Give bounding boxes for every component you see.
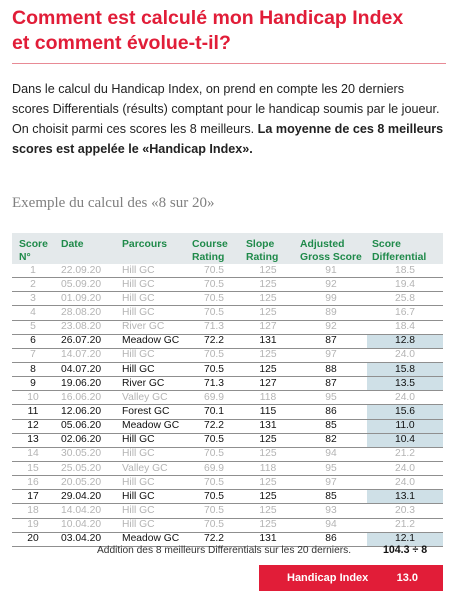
row-slope-rating: 125: [241, 476, 295, 490]
row-course-rating: 70.5: [187, 292, 241, 306]
row-course: River GC: [115, 377, 187, 391]
row-score-no: 18: [12, 504, 54, 518]
row-date: 14.04.20: [54, 504, 115, 518]
row-adjusted-gross-score: 97: [295, 476, 367, 490]
table-row: [12, 490, 443, 504]
table-row: [12, 504, 443, 518]
row-slope-rating: 125: [241, 278, 295, 292]
row-slope-rating: 125: [241, 518, 295, 532]
header-course-rating: Course Rating: [187, 233, 241, 264]
row-course: Hill GC: [115, 490, 187, 504]
row-score-differential: 21.2: [367, 518, 443, 532]
row-date: 29.04.20: [54, 490, 115, 504]
page-title: [12, 6, 442, 56]
row-course: Meadow GC: [115, 419, 187, 433]
row-score-differential: 13.5: [367, 377, 443, 391]
row-course-rating: 71.3: [187, 320, 241, 334]
row-course: Meadow GC: [115, 532, 187, 546]
header-slope-rating: Slope Rating: [241, 233, 295, 264]
row-date: 20.05.20: [54, 476, 115, 490]
row-course: Hill GC: [115, 306, 187, 320]
row-course: Hill GC: [115, 476, 187, 490]
row-slope-rating: 125: [241, 362, 295, 376]
row-course-rating: 70.5: [187, 447, 241, 461]
header-score-no: Score N°: [12, 233, 54, 264]
example-title: Exemple du calcul des «8 sur 20»: [12, 195, 215, 211]
row-score-no: 13: [12, 433, 54, 447]
row-date: 26.07.20: [54, 334, 115, 348]
row-score-differential: 10.4: [367, 433, 443, 447]
row-course-rating: 70.5: [187, 278, 241, 292]
row-course-rating: 70.5: [187, 518, 241, 532]
row-date: 05.09.20: [54, 278, 115, 292]
row-score-no: 14: [12, 447, 54, 461]
header-date: Date: [54, 233, 115, 264]
row-score-differential: 20.3: [367, 504, 443, 518]
row-adjusted-gross-score: 91: [295, 264, 367, 278]
row-slope-rating: 125: [241, 433, 295, 447]
table-row: [12, 419, 443, 433]
row-date: 25.05.20: [54, 461, 115, 475]
row-slope-rating: 127: [241, 377, 295, 391]
table-row: [12, 292, 443, 306]
intro-paragraph: [12, 79, 444, 159]
row-date: 30.05.20: [54, 447, 115, 461]
row-score-no: 11: [12, 405, 54, 419]
title-divider: [12, 63, 446, 64]
row-adjusted-gross-score: 95: [295, 461, 367, 475]
table-row: [12, 348, 443, 362]
row-score-no: 7: [12, 348, 54, 362]
row-score-no: 6: [12, 334, 54, 348]
row-score-no: 12: [12, 419, 54, 433]
row-slope-rating: 125: [241, 490, 295, 504]
row-slope-rating: 125: [241, 504, 295, 518]
handicap-table: [12, 233, 443, 547]
row-adjusted-gross-score: 85: [295, 419, 367, 433]
header-course: Parcours: [115, 233, 187, 264]
row-date: 02.06.20: [54, 433, 115, 447]
row-course-rating: 70.5: [187, 504, 241, 518]
title-line-2: et comment évolue-t-il?: [12, 32, 231, 54]
row-slope-rating: 125: [241, 306, 295, 320]
row-slope-rating: 127: [241, 320, 295, 334]
row-score-no: 15: [12, 461, 54, 475]
row-adjusted-gross-score: 95: [295, 391, 367, 405]
row-adjusted-gross-score: 94: [295, 518, 367, 532]
title-line-1: Comment est calculé mon Handicap Index: [12, 7, 404, 29]
row-course-rating: 70.5: [187, 362, 241, 376]
row-score-differential: 25.8: [367, 292, 443, 306]
row-course-rating: 72.2: [187, 532, 241, 546]
table-row: [12, 433, 443, 447]
row-adjusted-gross-score: 85: [295, 490, 367, 504]
table-row: [12, 362, 443, 376]
row-course: Meadow GC: [115, 334, 187, 348]
table-row: [12, 306, 443, 320]
row-adjusted-gross-score: 86: [295, 532, 367, 546]
row-score-no: 19: [12, 518, 54, 532]
row-slope-rating: 125: [241, 264, 295, 278]
row-score-differential: 13.1: [367, 490, 443, 504]
row-date: 16.06.20: [54, 391, 115, 405]
row-score-differential: 19.4: [367, 278, 443, 292]
row-score-differential: 18.5: [367, 264, 443, 278]
row-date: 12.06.20: [54, 405, 115, 419]
header-adjusted-gross-score: Adjusted Gross Score: [295, 233, 367, 264]
row-adjusted-gross-score: 93: [295, 504, 367, 518]
header-score-differential: Score Differential: [367, 233, 443, 264]
row-course-rating: 70.5: [187, 348, 241, 362]
row-date: 28.08.20: [54, 306, 115, 320]
row-course: Hill GC: [115, 504, 187, 518]
row-course-rating: 69.9: [187, 461, 241, 475]
row-date: 01.09.20: [54, 292, 115, 306]
footnote-text: Addition des 8 meilleurs Differentials sur les 20 derniers.: [97, 545, 352, 556]
table-header-row: [12, 233, 443, 264]
row-course: River GC: [115, 320, 187, 334]
row-date: 23.08.20: [54, 320, 115, 334]
row-course: Valley GC: [115, 461, 187, 475]
row-course: Hill GC: [115, 278, 187, 292]
table-row: [12, 405, 443, 419]
row-score-differential: 16.7: [367, 306, 443, 320]
result-label: Handicap Index: [287, 572, 369, 584]
row-date: 22.09.20: [54, 264, 115, 278]
row-date: 04.07.20: [54, 362, 115, 376]
row-slope-rating: 125: [241, 348, 295, 362]
row-course: Hill GC: [115, 264, 187, 278]
row-score-no: 9: [12, 377, 54, 391]
row-course: Hill GC: [115, 447, 187, 461]
row-score-differential: 24.0: [367, 348, 443, 362]
row-slope-rating: 118: [241, 391, 295, 405]
row-course-rating: 70.5: [187, 433, 241, 447]
row-adjusted-gross-score: 82: [295, 433, 367, 447]
row-adjusted-gross-score: 87: [295, 334, 367, 348]
row-score-no: 20: [12, 532, 54, 546]
table-row: [12, 476, 443, 490]
row-score-differential: 12.1: [367, 532, 443, 546]
row-slope-rating: 118: [241, 461, 295, 475]
row-adjusted-gross-score: 99: [295, 292, 367, 306]
result-value: 13.0: [396, 572, 418, 584]
row-course: Forest GC: [115, 405, 187, 419]
row-score-differential: 15.8: [367, 362, 443, 376]
row-course: Hill GC: [115, 292, 187, 306]
row-date: 10.04.20: [54, 518, 115, 532]
table-row: [12, 320, 443, 334]
table-row: [12, 518, 443, 532]
row-date: 19.06.20: [54, 377, 115, 391]
row-adjusted-gross-score: 87: [295, 377, 367, 391]
intro-text: Dans le calcul du Handicap Index, on prend en compte les 20 derniers scores Differentials (résults) comptant pour le handicap soumis par le joueur. On choisit parmi ces scores les 8 meilleurs.: [12, 82, 440, 136]
row-course-rating: 71.3: [187, 377, 241, 391]
row-course-rating: 70.1: [187, 405, 241, 419]
row-score-no: 3: [12, 292, 54, 306]
table-row: [12, 461, 443, 475]
row-course-rating: 70.5: [187, 264, 241, 278]
table-body: [12, 264, 443, 546]
intro-bold-text: La moyenne de ces 8 meilleurs scores est appelée le «Handicap Index».: [12, 122, 444, 156]
row-date: 14.07.20: [54, 348, 115, 362]
row-score-differential: 11.0: [367, 419, 443, 433]
row-score-no: 10: [12, 391, 54, 405]
row-score-differential: 15.6: [367, 405, 443, 419]
row-slope-rating: 125: [241, 447, 295, 461]
row-slope-rating: 125: [241, 292, 295, 306]
row-score-differential: 12.8: [367, 334, 443, 348]
row-adjusted-gross-score: 94: [295, 447, 367, 461]
row-score-no: 2: [12, 278, 54, 292]
row-slope-rating: 131: [241, 532, 295, 546]
row-course-rating: 70.5: [187, 306, 241, 320]
row-slope-rating: 115: [241, 405, 295, 419]
row-adjusted-gross-score: 97: [295, 348, 367, 362]
row-adjusted-gross-score: 88: [295, 362, 367, 376]
handicap-index-result: [259, 565, 443, 591]
row-date: 03.04.20: [54, 532, 115, 546]
row-course: Hill GC: [115, 518, 187, 532]
row-adjusted-gross-score: 86: [295, 405, 367, 419]
row-score-no: 17: [12, 490, 54, 504]
table-row: [12, 278, 443, 292]
row-slope-rating: 131: [241, 419, 295, 433]
row-course: Valley GC: [115, 391, 187, 405]
row-adjusted-gross-score: 92: [295, 320, 367, 334]
row-course: Hill GC: [115, 433, 187, 447]
row-score-differential: 24.0: [367, 461, 443, 475]
row-date: 05.06.20: [54, 419, 115, 433]
row-score-differential: 24.0: [367, 391, 443, 405]
row-score-differential: 18.4: [367, 320, 443, 334]
table-row: [12, 391, 443, 405]
row-adjusted-gross-score: 92: [295, 278, 367, 292]
table-row: [12, 377, 443, 391]
row-adjusted-gross-score: 89: [295, 306, 367, 320]
row-score-no: 16: [12, 476, 54, 490]
row-score-no: 5: [12, 320, 54, 334]
table-row: [12, 447, 443, 461]
row-course-rating: 70.5: [187, 490, 241, 504]
row-course: Hill GC: [115, 348, 187, 362]
row-score-differential: 21.2: [367, 447, 443, 461]
row-score-no: 1: [12, 264, 54, 278]
row-course-rating: 72.2: [187, 334, 241, 348]
footnote-value: 104.3 ÷ 8: [383, 544, 428, 556]
row-score-differential: 24.0: [367, 476, 443, 490]
table-row: [12, 264, 443, 278]
row-slope-rating: 131: [241, 334, 295, 348]
row-score-no: 8: [12, 362, 54, 376]
row-course: Hill GC: [115, 362, 187, 376]
row-score-no: 4: [12, 306, 54, 320]
row-course-rating: 70.5: [187, 476, 241, 490]
table-row: [12, 334, 443, 348]
row-course-rating: 72.2: [187, 419, 241, 433]
row-course-rating: 69.9: [187, 391, 241, 405]
